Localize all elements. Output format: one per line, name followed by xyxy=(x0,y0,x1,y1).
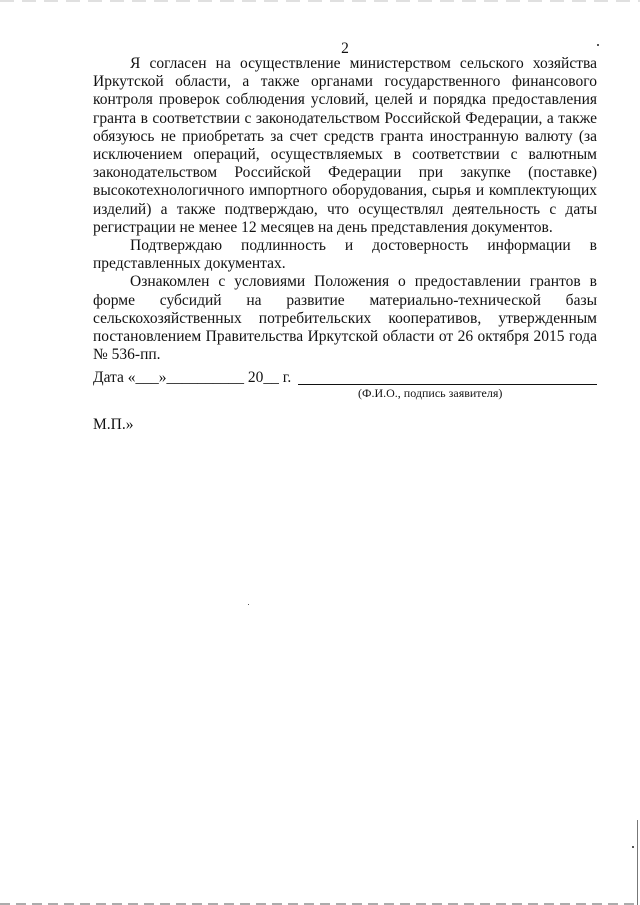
date-field: Дата «___»__________ 20__ г. xyxy=(93,369,292,386)
scan-top-edge xyxy=(0,0,640,2)
date-signature-line xyxy=(93,369,598,387)
scan-speck xyxy=(248,604,249,605)
paragraph-consent: Я согласен на осуществление министерством сельского хозяйства Иркутской области, а также органами государственного финансового контроля проверок соблюдения условий, целей и порядка предоставления гранта в соответствии с законодательством Российской Федерации, а также обязуюсь не приобретать за счет средств гранта иностранную валюту (за исключением операций, осуществляемых в соответствии с валютным законодательством Российской Федерации при закупке (поставке) высокотехнологичного импортного оборудования, сырья и комплектующих изделий) а также подтверждаю, что осуществлял деятельность с даты регистрации не менее 12 месяцев на день представления документов. xyxy=(93,55,597,236)
paragraph-acknowledgement: Ознакомлен с условиями Положения о предоставлении грантов в форме субсидий на развитие материально-технической базы сельскохозяйственных потребительских кооперативов, утвержденным постановлением Правительства Иркутской области от 26 октября 2015 года № 536-пп. xyxy=(93,273,597,364)
paragraph-confirmation: Подтверждаю подлинность и достоверность информации в представленных документах. xyxy=(93,237,597,273)
scan-right-edge xyxy=(637,820,638,905)
scan-speck xyxy=(597,44,599,46)
page-number: 2 xyxy=(341,40,349,57)
stamp-place-label: М.П.» xyxy=(93,416,134,433)
scan-speck xyxy=(632,846,634,848)
signature-rule xyxy=(298,384,597,385)
document-body xyxy=(93,55,597,364)
signature-caption: (Ф.И.О., подпись заявителя) xyxy=(358,386,503,400)
